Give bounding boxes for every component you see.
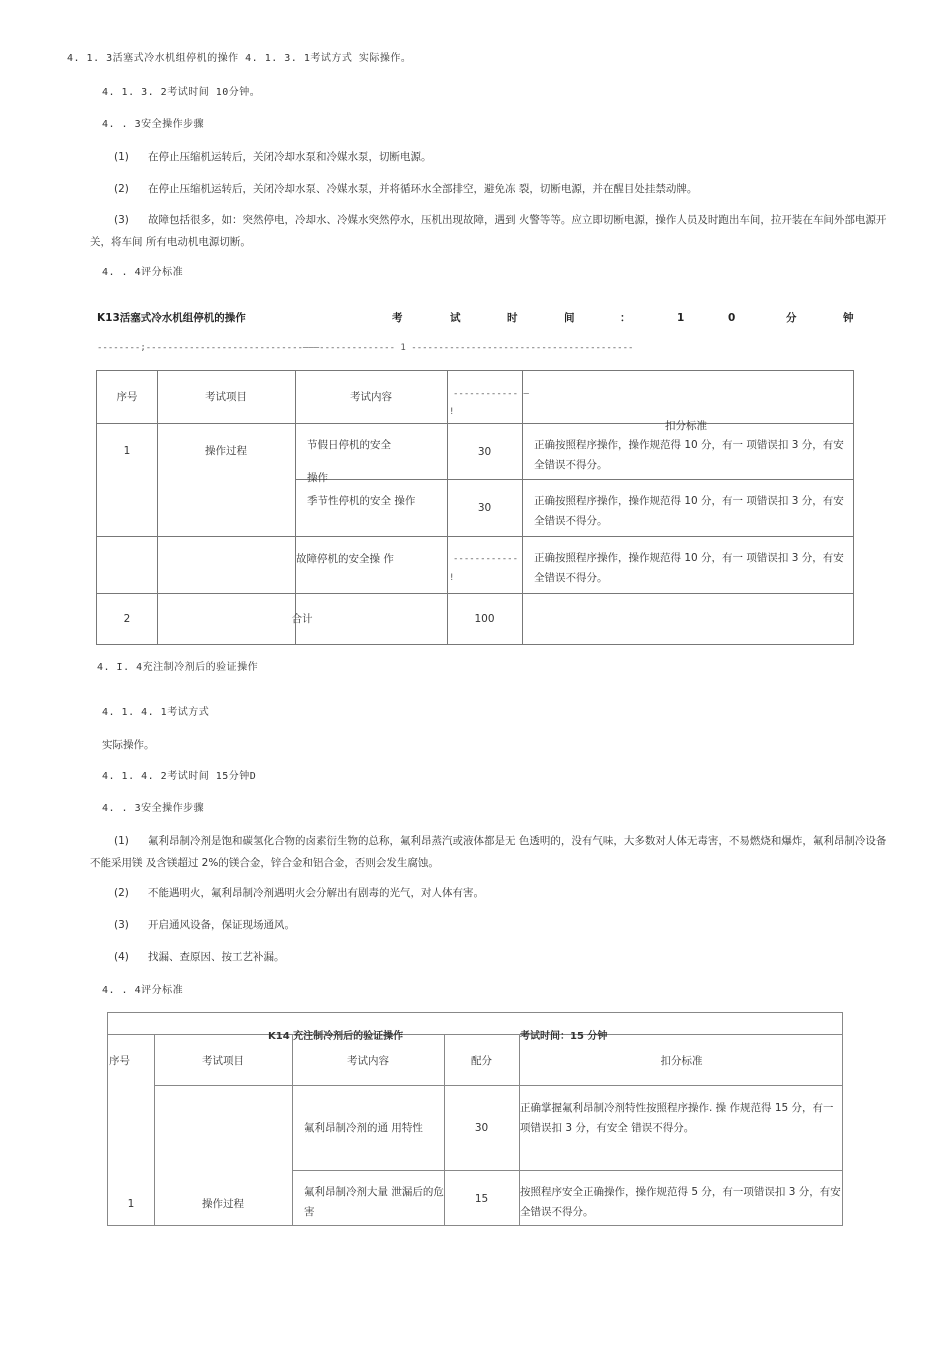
table1-total-no: 2 — [123, 613, 131, 625]
time-char: 0 — [728, 312, 736, 324]
table2-exam-time: 考试时间：15 分钟 — [520, 1031, 608, 1042]
section2-exam-method: 4. 1. 4. 1考试方式 — [102, 707, 210, 718]
time-char: 1 — [677, 312, 685, 324]
section2-heading: 4. I. 4充注制冷剂后的验证操作 — [97, 662, 259, 673]
time-char: 分 — [786, 312, 797, 324]
table2-caption: K14 充注制冷剂后的验证操作 — [268, 1031, 404, 1042]
table1-row3-score-dash: ------------ — [453, 554, 519, 564]
step-number: (3) — [114, 919, 129, 931]
table1-row2-content: 季节性停机的安全 操作 — [307, 495, 416, 507]
section1-safety-steps-title: 4. . 3安全操作步骤 — [102, 119, 205, 130]
table2-row2-no: 1 — [127, 1198, 135, 1210]
section1-exam-time: 4. 1. 3. 2考试时间 10分钟。 — [102, 87, 261, 98]
step-number: (1) — [114, 151, 129, 163]
table2-row1-criteria: 正确掌握氟利昂制冷剂特性按照程序操作. 操 作规范得 15 分，有一项错误扣 3 分，有安全 错误不得分。 — [520, 1102, 834, 1134]
table1-header-score-mark: ! — [449, 407, 455, 417]
table1-dash-line: --------;-----------------------------———-------------- 1 ----------------------------------------- — [97, 343, 634, 353]
section2-step-1 — [90, 830, 890, 874]
step-text: 找漏、查原因、按工艺补漏。 — [148, 951, 285, 963]
table2-header-no: 序号 — [109, 1055, 130, 1067]
table2-header-criteria: 扣分标准 — [660, 1055, 703, 1067]
section1-heading: 4. 1. 3活塞式冷水机组停机的操作 4. 1. 3. 1考试方式 实际操作。 — [67, 53, 412, 64]
step-text: 氟利昂制冷剂是饱和碳氢化合物的卤素衍生物的总称，氟利昂蒸汽或液体都是无 色透明的，没有气味，大多数对人体无毒害，不易燃烧和爆炸，氟利昂制冷设备不能采用镁 及含镁超过 2%的镁合金，锌合金和铝合金，否则会发生腐蚀。 — [90, 835, 887, 869]
time-char: 试 — [450, 312, 461, 324]
table2 — [107, 1012, 843, 1226]
table1-row2-score: 30 — [477, 502, 492, 514]
step-text: 在停止压缩机运转后，关闭冷却水泵、冷媒水泵，并将循环水全部排空，避免冻 裂，切断电源，并在醒目处挂禁动牌。 — [148, 183, 698, 195]
table1-total-score: 100 — [474, 613, 495, 625]
table2-row2-item: 操作过程 — [202, 1198, 244, 1210]
table1-header-score-dash: ------------ — — [453, 389, 529, 399]
table1-total-label: 合计 — [291, 613, 313, 625]
step-number: (3) — [114, 214, 129, 226]
table1-header-criteria: 扣分标准 — [665, 420, 707, 432]
time-char: 钟 — [843, 312, 854, 324]
table1-row1-content: 节假日停机的安全 — [307, 439, 391, 451]
table1-header-item: 考试项目 — [205, 391, 247, 403]
table1-row1-item: 操作过程 — [205, 445, 247, 457]
step-number: (2) — [114, 183, 129, 195]
section1-step-2 — [114, 182, 697, 196]
time-char: ： — [620, 312, 631, 324]
section2-scoring-title: 4. . 4评分标准 — [102, 985, 184, 996]
step-number: (1) — [114, 835, 129, 847]
step-number: (2) — [114, 887, 129, 899]
section2-step-3 — [114, 918, 295, 932]
table2-row2-content: 氟利昂制冷剂大量 泄漏后的危害 — [304, 1186, 444, 1218]
table2-header-score: 配分 — [471, 1055, 492, 1067]
table1-header-content: 考试内容 — [350, 391, 392, 403]
table2-row2-criteria: 按照程序安全正确操作，操作规范得 5 分，有一项错误扣 3 分，有安全错误不得分。 — [520, 1186, 841, 1218]
table1-header-no: 序号 — [116, 391, 138, 403]
table2-header-item: 考试项目 — [202, 1055, 244, 1067]
table2-row1-score: 30 — [474, 1122, 489, 1134]
step-text: 故障包括很多，如：突然停电，冷却水、冷媒水突然停水，压机出现故障，遇到 火警等等。应立即切断电源，操作人员及时跑出车间，拉开装在车间外部电源开关，将车间 所有电动机电源切断。 — [90, 214, 887, 248]
table1-row1-score: 30 — [477, 446, 492, 458]
time-char: 时 — [507, 312, 518, 324]
table1-caption: K13活塞式冷水机组停机的操作 — [97, 312, 246, 324]
table1-row1-no: 1 — [123, 445, 131, 457]
section1-step-3 — [90, 209, 890, 253]
table1-row3-criteria: 正确按照程序操作，操作规范得 10 分，有一 项错误扣 3 分，有安全错误不得分。 — [534, 552, 844, 584]
section2-exam-method-value: 实际操作。 — [102, 739, 155, 751]
table1-row1-content-cont: 操作 — [307, 472, 328, 484]
table1-row3-score-mark: ! — [449, 573, 455, 583]
section2-step-2 — [114, 886, 484, 900]
time-char: 考 — [392, 312, 403, 324]
table2-row1-content: 氟利昂制冷剂的通 用特性 — [304, 1122, 423, 1134]
table1-row1-criteria: 正确按照程序操作，操作规范得 10 分，有一 项错误扣 3 分，有安全错误不得分。 — [534, 439, 844, 471]
section2-safety-steps-title: 4. . 3安全操作步骤 — [102, 803, 205, 814]
step-text: 在停止压缩机运转后，关闭冷却水泵和冷媒水泵，切断电源。 — [148, 151, 432, 163]
step-text: 不能遇明火，氟利昂制冷剂遇明火会分解出有剧毒的光气，对人体有害。 — [148, 887, 484, 899]
table1 — [96, 370, 854, 645]
table1-row3-content: 故障停机的安全操 作 — [296, 553, 394, 565]
section1-step-1 — [114, 150, 432, 164]
table1-row2-criteria: 正确按照程序操作，操作规范得 10 分，有一 项错误扣 3 分，有安全错误不得分。 — [534, 495, 844, 527]
step-number: (4) — [114, 951, 129, 963]
table2-header-content: 考试内容 — [347, 1055, 389, 1067]
section2-exam-time: 4. 1. 4. 2考试时间 15分钟D — [102, 771, 257, 782]
table2-row2-score: 15 — [474, 1193, 489, 1205]
section2-step-4 — [114, 950, 285, 964]
step-text: 开启通风设备，保证现场通风。 — [148, 919, 295, 931]
section1-scoring-title: 4. . 4评分标准 — [102, 267, 184, 278]
time-char: 间 — [564, 312, 575, 324]
